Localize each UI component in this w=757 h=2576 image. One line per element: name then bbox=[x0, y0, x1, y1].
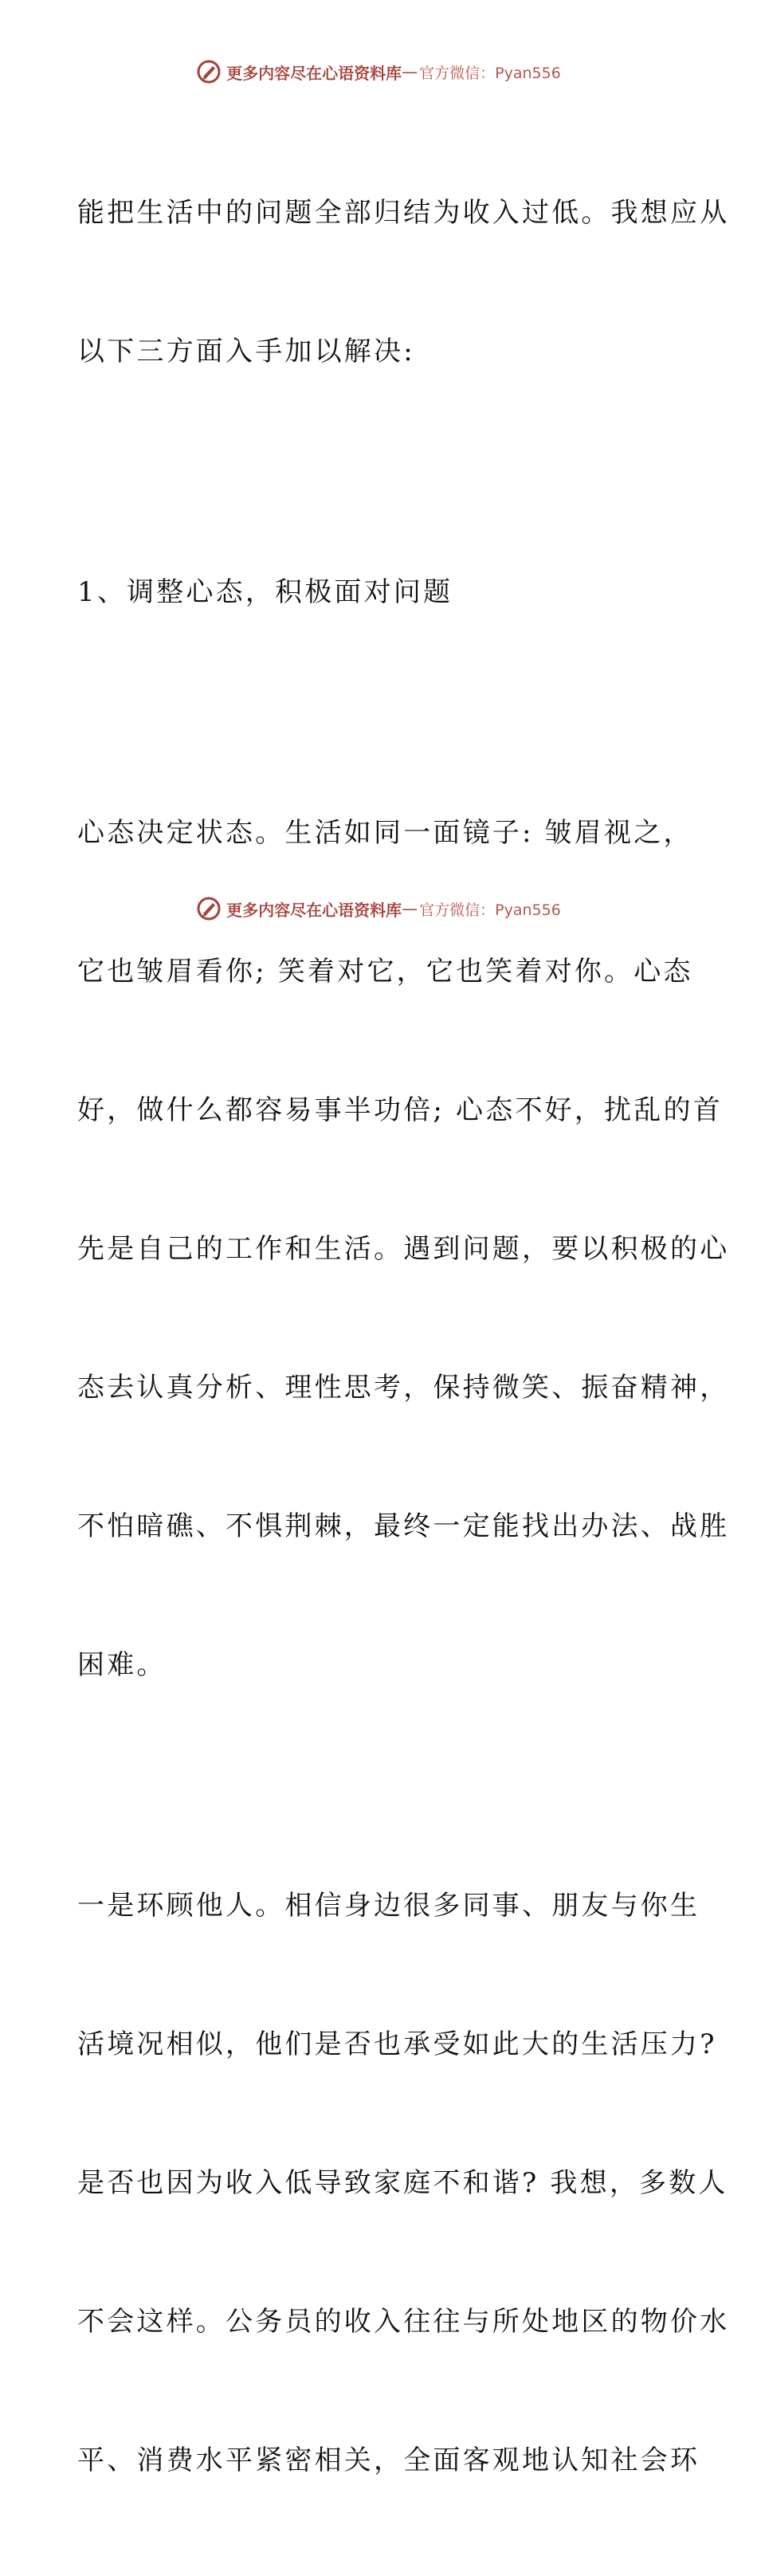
header-brand-main: 更多内容尽在心语资料库 bbox=[226, 63, 402, 83]
text-line: 好，做什么都容易事半功倍; 心态不好，扰乱的首 bbox=[77, 1094, 723, 1126]
text-line: 以下三方面入手加以解决: bbox=[77, 336, 415, 367]
section-heading bbox=[77, 477, 683, 708]
text-line: 态去认真分析、理性思考，保持微笑、振奋精神， bbox=[77, 1372, 730, 1404]
text-line: 活境况相似，他们是否也承受如此大的生活压力? bbox=[77, 2028, 717, 2060]
paragraph-intro bbox=[77, 97, 730, 467]
text-line: 不怕暗礁、不惧荆棘，最终一定能找出办法、战胜 bbox=[77, 1510, 730, 1542]
text-line: 是否也因为收入低导致家庭不和谐? 我想，多数人 bbox=[77, 2167, 728, 2199]
header-brand-dash: — bbox=[402, 62, 418, 81]
brand-logo-icon bbox=[196, 896, 222, 921]
text-line: 不会这样。公务员的收入往往与所处地区的物价水 bbox=[77, 2306, 730, 2338]
footer-brand-sub: 官方微信：Pyan556 bbox=[419, 901, 561, 919]
text-line: 能把生活中的问题全部归结为收入过低。我想应从 bbox=[77, 197, 730, 229]
document-body bbox=[77, 97, 730, 2576]
text-line: 困难。 bbox=[77, 1649, 167, 1681]
footer-brand-main: 更多内容尽在心语资料库 bbox=[226, 900, 402, 920]
header-banner bbox=[0, 56, 757, 88]
text-line: 先是自己的工作和生活。遇到问题，要以积极的心 bbox=[77, 1233, 730, 1265]
footer-banner bbox=[0, 893, 757, 925]
paragraph-mindset bbox=[77, 717, 730, 1781]
paragraph-look-around bbox=[77, 1790, 730, 2576]
text-line: 1、调整心态，积极面对问题 bbox=[77, 576, 453, 608]
header-brand-sub: 官方微信：Pyan556 bbox=[419, 64, 561, 82]
text-line: 它也皱眉看你; 笑着对它，它也笑着对你。心态 bbox=[77, 956, 693, 988]
brand-logo-icon bbox=[196, 59, 222, 84]
text-line: 一是环顾他人。相信身边很多同事、朋友与你生 bbox=[77, 1890, 700, 1922]
text-line: 心态决定状态。生活如同一面镜子: 皱眉视之， bbox=[77, 817, 693, 849]
text-line: 平、消费水平紧密相关，全面客观地认知社会环 bbox=[77, 2444, 700, 2476]
footer-brand-dash: — bbox=[402, 899, 418, 918]
